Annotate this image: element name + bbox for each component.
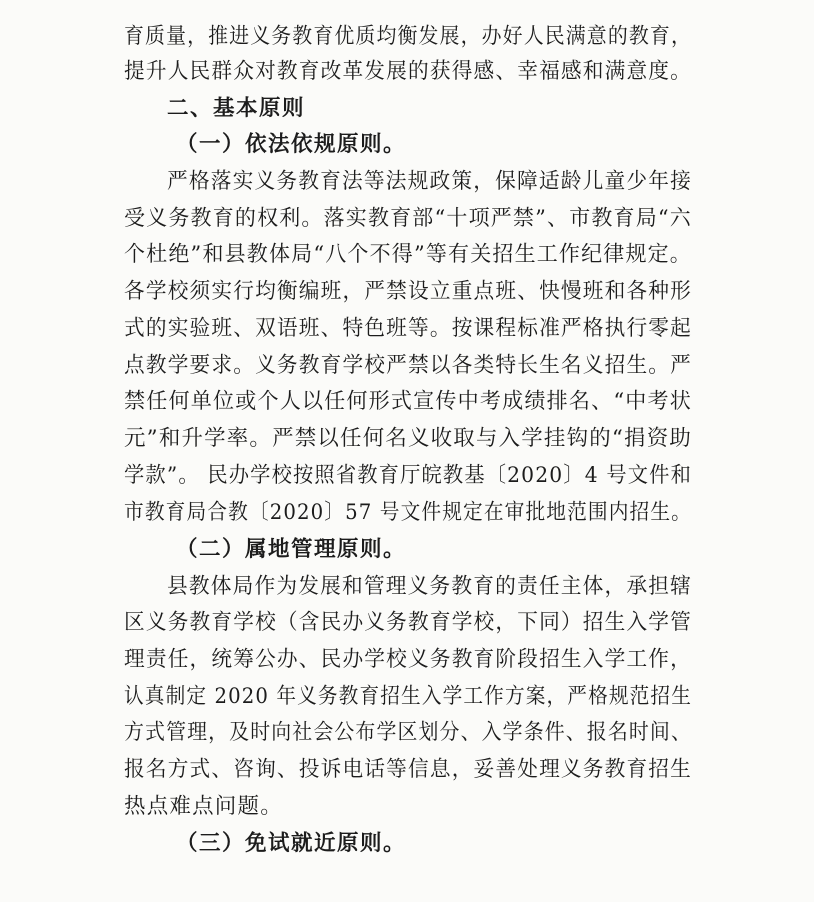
paragraph-line: 区义务教育学校（含民办义务教育学校，下同）招生入学管 [124,610,692,635]
paragraph-line: 严格落实义务教育法等法规政策，保障适龄儿童少年接 [167,169,692,194]
paragraph-line: 热点难点问题。 [124,794,283,819]
paragraph-line: 提升人民群众对教育改革发展的获得感、幸福感和满意度。 [124,59,692,84]
subsection-heading: （二）属地管理原则。 [176,537,407,562]
paragraph-line: 各学校须实行均衡编班，严禁设立重点班、快慢班和各种形 [124,279,692,304]
paragraph-line: 禁任何单位或个人以任何形式宣传中考成绩排名、“中考状 [124,389,692,414]
subsection-heading: （一）依法依规原则。 [176,132,407,157]
paragraph-line: 认真制定 2020 年义务教育招生入学工作方案，严格规范招生 [124,684,692,709]
paragraph-line: 理责任，统筹公办、民办学校义务教育阶段招生入学工作， [124,647,692,672]
paragraph-line: 受义务教育的权利。落实教育部“十项严禁”、市教育局“六 [124,206,692,231]
paragraph-line: 学款”。 民办学校按照省教育厅皖教基〔2020〕4 号文件和 [124,463,692,488]
paragraph-line: 式的实验班、双语班、特色班等。按课程标准严格执行零起 [124,316,692,341]
paragraph-line: 方式管理，及时向社会公布学区划分、入学条件、报名时间、 [124,720,692,745]
paragraph-line: 个杜绝”和县教体局“八个不得”等有关招生工作纪律规定。 [124,242,692,267]
paragraph-line: 县教体局作为发展和管理义务教育的责任主体，承担辖 [167,574,692,599]
subsection-heading: （三）免试就近原则。 [176,831,407,856]
paragraph-line: 育质量，推进义务教育优质均衡发展，办好人民满意的教育， [124,24,692,49]
paragraph-line: 元”和升学率。严禁以任何名义收取与入学挂钩的“捐资助 [124,426,692,451]
paragraph-line: 报名方式、咨询、投诉电话等信息，妥善处理义务教育招生 [124,757,692,782]
section-heading: 二、基本原则 [167,96,306,121]
paragraph-line: 点教学要求。义务教育学校严禁以各类特长生名义招生。严 [124,353,692,378]
paragraph-line: 市教育局合教〔2020〕57 号文件规定在审批地范围内招生。 [124,500,692,525]
